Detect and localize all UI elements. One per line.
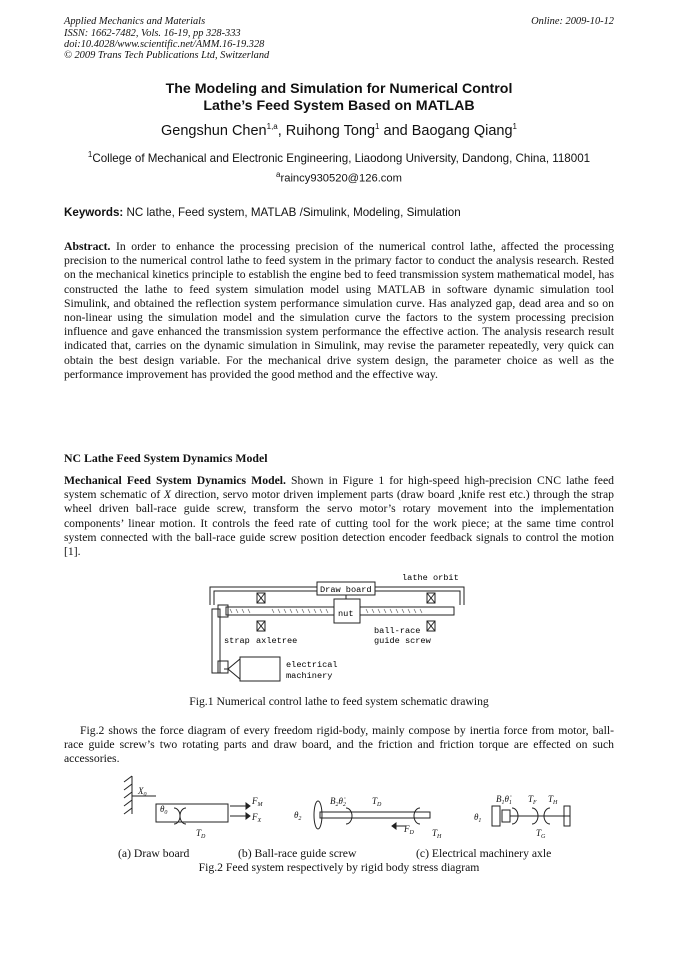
email-sup: a <box>276 170 281 179</box>
label-tf: $T_F$ <box>528 794 537 806</box>
author-1: Gengshun Chen <box>161 122 267 139</box>
affiliation-sup: 1 <box>87 150 93 159</box>
journal-name: Applied Mechanics and Materials <box>64 16 206 27</box>
body-paragraph-2: Fig.2 shows the force diagram of every freedom rigid-body, mainly compose by inertia force from motor, ball-race guide screw’s two rotating parts and draw board, and the friction and friction torque are effected on such accessories. <box>64 724 614 766</box>
title-line-1: The Modeling and Simulation for Numerical Control <box>165 81 513 97</box>
label-x0: $X_0$ <box>138 786 147 798</box>
affiliation-text: College of Mechanical and Electronic Engineering, Liaodong University, Dandong, China, 118001 <box>92 151 591 165</box>
label-b1: $B_1\thetȧ_1$ <box>496 794 512 806</box>
axle-disc-1 <box>492 806 500 826</box>
author-list <box>0 122 678 139</box>
figure-1-schematic <box>196 569 486 689</box>
label-theta1: $\theta_1$ <box>474 812 482 824</box>
email <box>0 170 678 185</box>
label-axletree: axletree <box>256 636 298 646</box>
author-1-sup: 1,a <box>266 122 278 131</box>
section-heading: NC Lathe Feed System Dynamics Model <box>64 451 268 465</box>
abstract-text: In order to enhance the processing precision of the numerical control lathe, affected the processing precision to the numerical control lathe to feed system in the primary factor to conduct the analysis research. Rested on the mechanical kinetics principle to establish the engine bed to feed transmission system mathematical model, has constructed the lathe to feed system simulation model using MATLAB in software dynamic simulation tool Simulink, and obtained the reflection system performance simulation curve. Has analyzed gap, dead area and so on non-linear using the simulation model and the simulation curve the factors to the system processing precision influence and gave enhanced the transmission system performance the effective action. The analysis research result indicated that, carries on the dynamic simulation in Simulink, may revise the parameter repeatedly, very quick can obtain the best design variable. For the mechanical drive system design, the parameter choice as well as the performance improvement has provided the good method and the effective way. <box>64 240 614 381</box>
label-th-axle: $T_H$ <box>548 794 558 806</box>
keywords <box>64 206 461 219</box>
fig2-subcaption-c: (c) Electrical machinery axle <box>416 847 552 860</box>
doi-link[interactable]: doi:10.4028/www.scientific.net/AMM.16-19.328 <box>64 39 265 50</box>
label-ball-race: ball-race <box>374 626 421 636</box>
label-th: $T_H$ <box>432 828 442 840</box>
fig2-subcaption-a: (a) Draw board <box>118 847 190 860</box>
label-guide-screw: guide screw <box>374 636 431 646</box>
para1-x-var: X <box>163 488 172 502</box>
author-2-sup: 1 <box>375 122 380 131</box>
issn-line: ISSN: 1662-7482, Vols. 16-19, pp 328-333 <box>64 28 241 39</box>
author-3: and Baogang Qiang <box>379 122 513 139</box>
email-address[interactable]: raincy930520@126.com <box>280 172 402 185</box>
author-2: , Ruihong Tong <box>277 122 376 139</box>
label-theta0: $\theta_0$ <box>160 804 168 816</box>
strap-belt <box>212 609 220 673</box>
label-b2: $B_2\thetȧ_2$ <box>330 796 346 808</box>
para1-text-b: direction, servo motor driven implement parts (draw board ,knife rest etc.) through the strap wheel driven ball-race guide screw, transform the servo motor’s rotary movement into the implementation components’ linear motion. It controls the feed rate of cutting tool for the work piece; at the same time control system connected with the ball-race guide screw position detection encoder feedback signals to control the motion [1]. <box>64 488 614 559</box>
label-fx: $F_X$ <box>252 812 262 824</box>
fig2-subcaption-b: (b) Ball-race guide screw <box>238 847 357 860</box>
paper-title <box>0 81 678 115</box>
online-date: Online: 2009-10-12 <box>531 16 614 27</box>
label-nut: nut <box>338 609 354 619</box>
label-theta2: $\theta_2$ <box>294 810 302 822</box>
label-lathe-orbit: lathe orbit <box>402 573 459 583</box>
keywords-text: NC lathe, Feed system, MATLAB /Simulink, Modeling, Simulation <box>123 206 461 219</box>
figure-1-caption: Fig.1 Numerical control lathe to feed system schematic drawing <box>189 695 489 708</box>
label-strap: strap <box>224 636 250 646</box>
label-electrical: electrical <box>286 660 338 670</box>
figure-2-diagram <box>120 774 580 844</box>
abstract-paragraph <box>64 240 614 382</box>
keywords-label: Keywords: <box>64 206 124 219</box>
label-fd: $F_D$ <box>404 824 414 836</box>
label-td-screw: $T_D$ <box>372 796 382 808</box>
para1-text-a: Shown in Figure 1 for high-speed high-precision CNC lathe feed system schematic of <box>64 474 615 502</box>
title-line-2: Lathe’s Feed System Based on MATLAB <box>203 98 475 114</box>
author-3-sup: 1 <box>512 122 517 131</box>
affiliation <box>0 150 678 165</box>
screw-shaft <box>320 812 430 818</box>
para1-label: Mechanical Feed System Dynamics Model. <box>64 474 286 487</box>
screw-disc <box>314 801 322 829</box>
body-paragraph-1 <box>64 474 614 559</box>
label-td: $T_D$ <box>196 828 206 840</box>
copyright-line: © 2009 Trans Tech Publications Ltd, Switzerland <box>64 50 270 61</box>
label-machinery: machinery <box>286 671 333 681</box>
label-tg: $T_G$ <box>536 828 546 840</box>
abstract-label: Abstract. <box>64 240 111 253</box>
motor-body <box>240 657 280 681</box>
label-draw-board: Draw board <box>320 585 372 595</box>
label-fm: $F_M$ <box>252 796 263 808</box>
figure-2-caption: Fig.2 Feed system respectively by rigid body stress diagram <box>198 861 480 874</box>
